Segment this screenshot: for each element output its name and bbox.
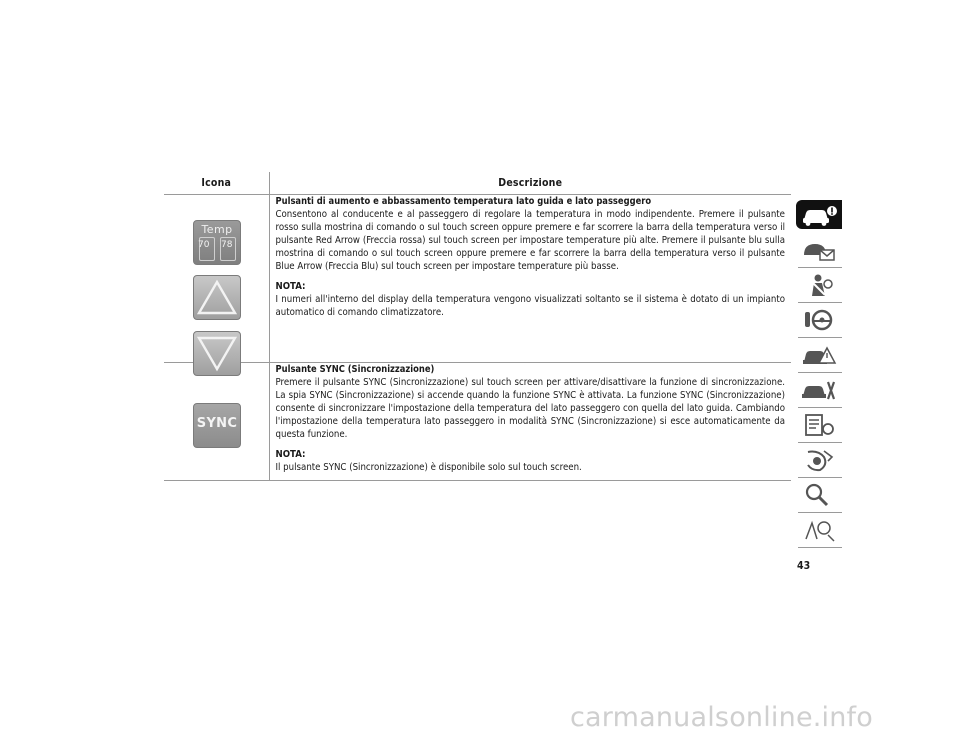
tab-dashboard[interactable] [796, 235, 842, 264]
warning-car-icon [800, 342, 838, 368]
icon-cell [164, 363, 269, 481]
row-title: Pulsanti di aumento e abbassamento temperatura lato guida e lato passeggero [275, 196, 652, 207]
row-text: Premere il pulsante SYNC (Sincronizzazione) sul touch screen per attivare/disattivare la funzione di sincronizzazione. La spia SYNC (Sincronizzazione) si accende quando la funzione SYNC è attivata. La funzione SYNC (Sincronizzazione) consente di sincronizzare l'impostazione della temperatura del lato passeggero con quella del lato guida. Cambiando l'impostazione della temperatura lato passeggero in modalità SYNC (Sincronizzazione) si esce automaticamente da questa funzione. [275, 377, 785, 440]
icon-cell [164, 195, 269, 363]
triangle-up-icon [193, 275, 241, 320]
page-number: 43 [797, 560, 811, 572]
tab-car-info[interactable] [796, 200, 842, 229]
search-magnifier-icon [800, 482, 838, 508]
seatbelt-airbag-icon [800, 272, 838, 298]
sync-button-icon [193, 403, 241, 448]
tab-starting[interactable] [796, 305, 842, 334]
tab-emergency[interactable] [796, 340, 842, 369]
multimedia-disc-icon [800, 447, 838, 473]
table-row [164, 363, 791, 481]
header-icon: Icona [164, 172, 269, 195]
car-info-icon [800, 202, 838, 228]
header-description: Descrizione [269, 172, 791, 195]
table-header-row [164, 172, 791, 195]
note-label: NOTA: [275, 281, 306, 292]
tab-languages[interactable] [796, 515, 842, 544]
tab-safety[interactable] [796, 270, 842, 299]
row-text: Consentono al conducente e al passeggero di regolare la temperatura in modo indipendente. Premere il pulsante rosso sulla mostrina di comando o sul touch screen oppure premere e far scorrere la barra della temperatura verso il pulsante Red Arrow (Freccia rossa) sul touch screen per impostare temperature più alte. Premere il pulsante blu sulla mostrina di comando o sul touch screen oppure premere e far scorrere la barra della temperatura verso il pulsante Blue Arrow (Freccia Blu) sul touch screen per impostare temperature più basse. [275, 209, 785, 272]
description-cell [269, 195, 791, 363]
tab-specifications[interactable] [796, 410, 842, 439]
dashboard-mail-icon [800, 237, 838, 263]
note-text: Il pulsante SYNC (Sincronizzazione) è disponibile solo sul touch screen. [275, 462, 582, 473]
temp-display-icon [193, 220, 241, 265]
description-cell [269, 363, 791, 481]
temp-left-value: 70 [198, 240, 210, 250]
temp-right-value: 78 [221, 240, 233, 250]
tab-index[interactable] [796, 480, 842, 509]
row-title: Pulsante SYNC (Sincronizzazione) [275, 364, 435, 375]
sync-word: SYNC [196, 416, 238, 431]
note-text: I numeri all'interno del display della temperatura vengono visualizzati soltanto se il sistema è dotato di un impianto automatico di comando climatizzatore. [275, 294, 785, 318]
temp-word: Temp [201, 223, 233, 236]
note-label: NOTA: [275, 449, 306, 460]
steering-wheel-icon [800, 307, 838, 333]
tab-multimedia[interactable] [796, 445, 842, 474]
watermark: carmanualsonline.info [570, 702, 873, 733]
tab-service[interactable] [796, 375, 842, 404]
languages-icon [800, 517, 838, 543]
car-service-tools-icon [800, 377, 838, 403]
specifications-list-icon [800, 412, 838, 438]
table-row [164, 195, 791, 363]
climate-controls-table [164, 172, 791, 481]
